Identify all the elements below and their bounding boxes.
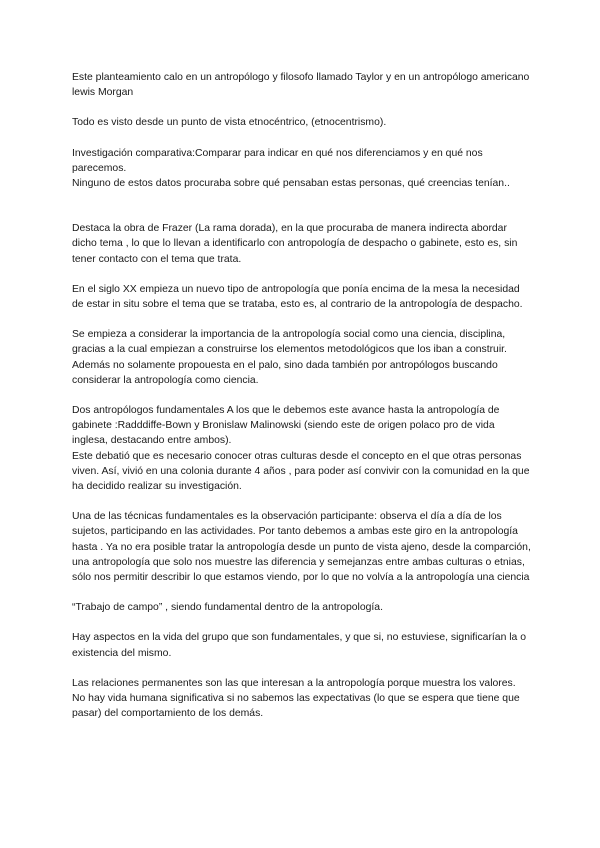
paragraph-observacion-participante: Una de las técnicas fundamentales es la observación participante: observa el día a día de los sujetos, participando en las actividades. Por tanto debemos a ambas este giro en la antropología hasta . Ya no era posible tratar la antropología desde un punto de vista ajeno, desde la comparción, una antropología que solo nos muestre las diferencia y semejanzas entre ambas culturas o etnias, sólo nos permitir describir lo que estamos viendo, por lo que no volvía a la antropología una ciencia [72, 511, 531, 584]
paragraph-creencias: Ninguno de estos datos procuraba sobre qué pensaban estas personas, qué creencias tenían.. [72, 178, 510, 190]
paragraph-siglo-xx: En el siglo XX empieza un nuevo tipo de antropología que ponía encima de la mesa la necesidad de estar in situ sobre el tema que se trataba, esto es, al contrario de la antropología de despacho. [72, 283, 523, 311]
paragraph-aspectos-grupo: Hay aspectos en la vida del grupo que son fundamentales, y que si, no estuviese, significarían la o existencia del mismo. [72, 632, 527, 659]
paragraph-taylor-morgan: Este planteamiento calo en un antropólogo y filosofo llamado Taylor y en un antropólogo americano lewis Morgan [72, 72, 530, 99]
paragraph-trabajo-de-campo: “Trabajo de campo” , siendo fundamental dentro de la antropología. [72, 602, 383, 614]
document-body [72, 70, 532, 722]
paragraph-frazer: Destaca la obra de Frazer (La rama dorada), en la que procuraba de manera indirecta abordar dicho tema , lo que lo llevan a identificarlo con antropología de despacho o gabinete, esto es, sin tener contacto con el tema que trata. [72, 223, 518, 265]
paragraph-antropologos-fundamentales: Dos antropólogos fundamentales A los que le debemos este avance hasta la antropología de gabinete :Radddiffe-Bown y Bronislaw Malinowski (siendo este de origen polaco pro de vida inglesa, destacando entre ambos). [72, 405, 500, 447]
paragraph-investigacion-comparativa: Investigación comparativa:Comparar para indicar en qué nos diferenciamos y en qué nos parecemos. [72, 147, 483, 174]
paragraph-etnocentrismo: Todo es visto desde un punto de vista etnocéntrico, (etnocentrismo). [72, 117, 387, 129]
paragraph-antropologia-social: Se empieza a considerar la importancia de la antropología social como una ciencia, disciplina, gracias a la cual empiezan a construirse los elementos metodológicos que los iban a construir. Además no solamente propouesta en el palo, sino dada también por antropólogos buscando considerar la antropología como ciencia. [72, 329, 507, 386]
paragraph-conocer-culturas: Este debatió que es necesario conocer otras culturas desde el concepto en el que otras personas viven. Así, vivió en una colonia durante 4 años , para poder así convivir con la comunidad en la que ha decidido realizar su investigación. [72, 450, 530, 493]
paragraph-relaciones-permanentes: Las relaciones permanentes son las que interesan a la antropología porque muestra los valores. [72, 677, 516, 689]
paragraph-expectativas: No hay vida humana significativa si no sabemos las expectativas (lo que se espera que tiene que pasar) del comportamiento de los demás. [72, 693, 520, 720]
